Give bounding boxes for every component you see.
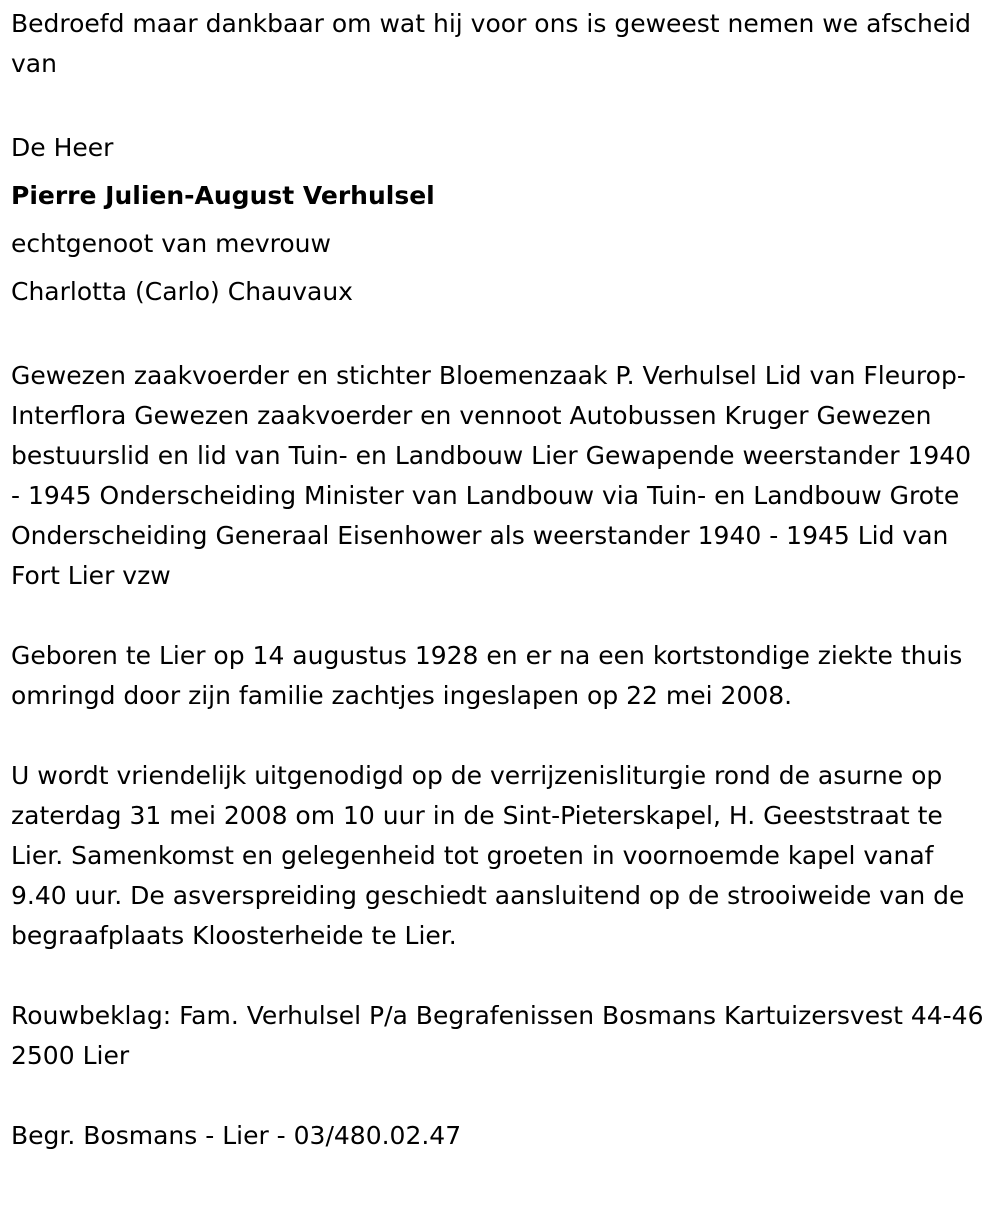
career-text: Gewezen zaakvoerder en stichter Bloemenzaak P. Verhulsel Lid van Fleurop-Interflora Gewezen zaakvoerder en vennoot Autobussen Kruger Gewezen bestuurslid en lid van Tuin- en Landbouw Lier Gewapende weerstander 1940 - 1945 Onderscheiding Minister van Landbouw via Tuin- en Landbouw Grote Onderscheiding Generaal Eisenhower als weerstander 1940 - 1945 Lid van Fort Lier vzw — [11, 361, 972, 590]
condolences-text: Rouwbeklag: Fam. Verhulsel P/a Begrafenissen Bosmans Kartuizersvest 44-46 2500 Lier — [11, 1001, 984, 1070]
funeral-home-text: Begr. Bosmans - Lier - 03/480.02.47 — [11, 1121, 462, 1150]
spouse-line-2: Charlotta (Carlo) Chauvaux — [11, 277, 353, 306]
deceased-name: Pierre Julien-August Verhulsel — [11, 181, 435, 210]
birth-death-text: Geboren te Lier op 14 augustus 1928 en er na een kortstondige ziekte thuis omringd door zijn familie zachtjes ingeslapen op 22 mei 2008. — [11, 641, 963, 710]
intro-text: Bedroefd maar dankbaar om wat hij voor ons is geweest nemen we afscheid van — [11, 9, 972, 78]
spouse-line-1: echtgenoot van mevrouw — [11, 229, 331, 258]
deceased-block — [11, 124, 986, 316]
obituary-notice — [11, 4, 986, 1156]
honorific: De Heer — [11, 133, 114, 162]
ceremony-text: U wordt vriendelijk uitgenodigd op de verrijzenisliturgie rond de asurne op zaterdag 31 mei 2008 om 10 uur in de Sint-Pieterskapel, H. Geeststraat te Lier. Samenkomst en gelegenheid tot groeten in voornoemde kapel vanaf 9.40 uur. De asverspreiding geschiedt aansluitend op de strooiweide van de begraafplaats Kloosterheide te Lier. — [11, 761, 965, 950]
